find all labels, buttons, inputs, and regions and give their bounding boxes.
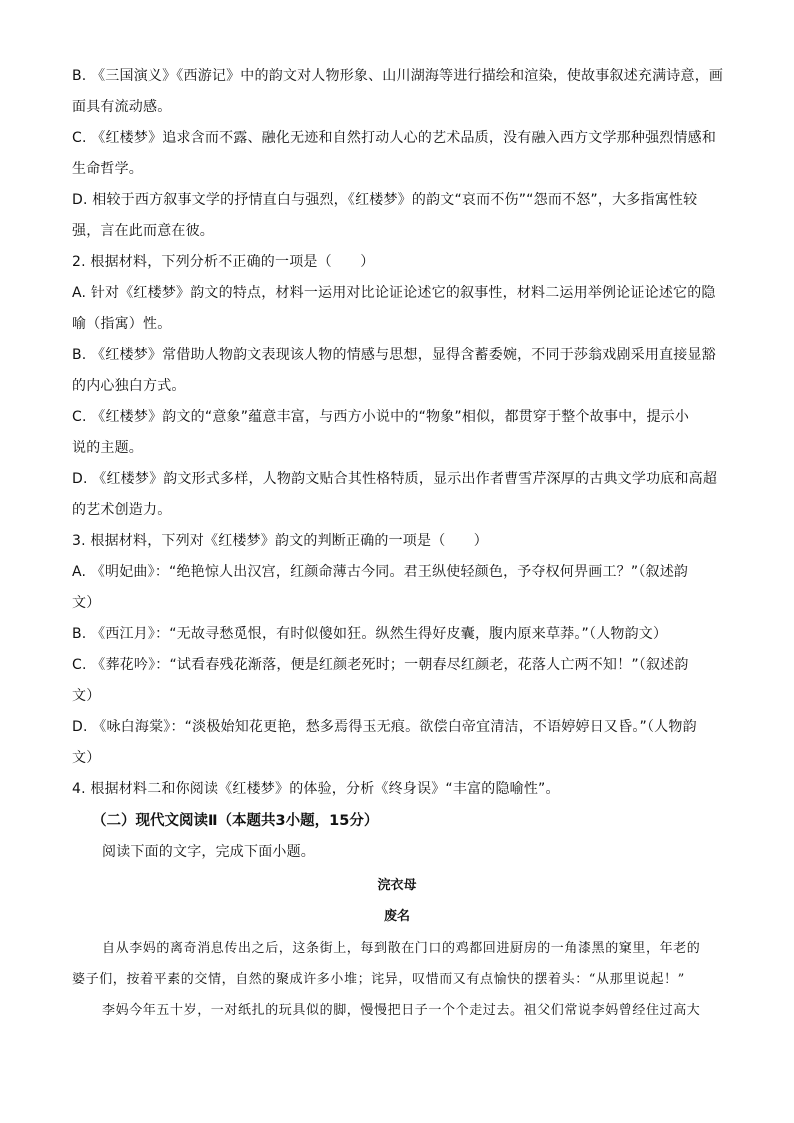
q3-option-c-line-1: C. 《葬花吟》：“试看春残花渐落，便是红颜老死时；一朝春尽红颜老，花落人亡两不知！”（叙述韵 bbox=[72, 657, 689, 673]
q2-option-c-line-2: 说的主题。 bbox=[72, 440, 143, 456]
q2-option-d-line-1: D. 《红楼梦》韵文形式多样，人物韵文贴合其性格特质，显示出作者曹雪芹深厚的古典文学功底和高超 bbox=[72, 471, 718, 487]
reading-instruction: 阅读下面的文字，完成下面小题。 bbox=[102, 844, 315, 860]
q2-option-a-line-1: A. 针对《红楼梦》韵文的特点，材料一运用对比论证论述它的叙事性，材料二运用举例论证论述它的隐 bbox=[72, 285, 716, 301]
story-paragraph-2-line-1: 李妈今年五十岁，一对纸扎的玩具似的脚，慢慢把日子一个个走过去。祖父们常说李妈曾经住过高大 bbox=[102, 1003, 701, 1018]
q2-option-d-line-2: 的艺术创造力。 bbox=[72, 502, 172, 518]
option-b-line-2: 面具有流动感。 bbox=[72, 99, 172, 115]
story-paragraph-1-line-2: 婆子们，按着平素的交情，自然的聚成许多小堆；诧异，叹惜而又有点愉快的摆着头：“从那里说起！” bbox=[72, 972, 685, 987]
q3-option-a-line-2: 文） bbox=[72, 595, 101, 611]
option-c-line-2: 生命哲学。 bbox=[72, 161, 143, 177]
story-paragraph-1-line-1: 自从李妈的离奇消息传出之后，这条街上，每到散在门口的鸡都回进厨房的一角漆黑的窠里，年老的 bbox=[102, 941, 701, 956]
option-c-line-1: C. 《红楼梦》追求含而不露、融化无迹和自然打动人心的艺术品质，没有融入西方文学那种强烈情感和 bbox=[72, 130, 717, 146]
question-4-stem: 4. 根据材料二和你阅读《红楼梦》的体验，分析《终身误》“丰富的隐喻性”。 bbox=[72, 781, 560, 797]
q2-option-a-line-2: 喻（指寓）性。 bbox=[72, 316, 172, 332]
option-d-line-2: 强，言在此而意在彼。 bbox=[72, 223, 214, 239]
q3-option-a-line-1: A. 《明妃曲》：“绝艳惊人出汉宫，红颜命薄古今同。君王纵使轻颜色，予夺权何畀画工？”（叙述韵 bbox=[72, 564, 689, 580]
q2-option-b-line-2: 的内心独白方式。 bbox=[72, 378, 186, 394]
q3-option-b: B. 《西江月》：“无故寻愁觅恨，有时似傻如狂。纵然生得好皮囊，腹内原来草莽。”（人物韵文） bbox=[72, 626, 668, 642]
q2-option-b-line-1: B. 《红楼梦》常借助人物韵文表现该人物的情感与思想，显得含蓄委婉，不同于莎翁戏剧采用直接显豁 bbox=[72, 347, 716, 363]
option-b-line-1: B. 《三国演义》《西游记》中的韵文对人物形象、山川湖海等进行描绘和渲染，使故事叙述充满诗意，画 bbox=[72, 68, 724, 84]
story-title: 浣衣母 bbox=[377, 878, 417, 893]
section-title: （二）现代文阅读Ⅱ（本题共3小题，15分） bbox=[92, 813, 379, 829]
question-3-stem: 3. 根据材料，下列对《红楼梦》韵文的判断正确的一项是（ ） bbox=[72, 533, 489, 549]
option-d-line-1: D. 相较于西方叙事文学的抒情直白与强烈，《红楼梦》的韵文“哀而不伤”“怨而不怒”，大多指寓性较 bbox=[72, 192, 698, 208]
q3-option-d-line-1: D. 《咏白海棠》：“淡极始知花更艳，愁多焉得玉无痕。欲偿白帝宜清洁，不语婷婷日又昏。”（人物韵 bbox=[72, 719, 697, 735]
q3-option-d-line-2: 文） bbox=[72, 750, 101, 766]
q2-option-c-line-1: C. 《红楼梦》韵文的“意象”蕴意丰富，与西方小说中的“物象”相似，都贯穿于整个故事中，提示小 bbox=[72, 409, 690, 425]
question-2-stem: 2. 根据材料，下列分析不正确的一项是（ ） bbox=[72, 254, 375, 270]
story-author: 废名 bbox=[383, 909, 410, 924]
q3-option-c-line-2: 文） bbox=[72, 688, 101, 704]
